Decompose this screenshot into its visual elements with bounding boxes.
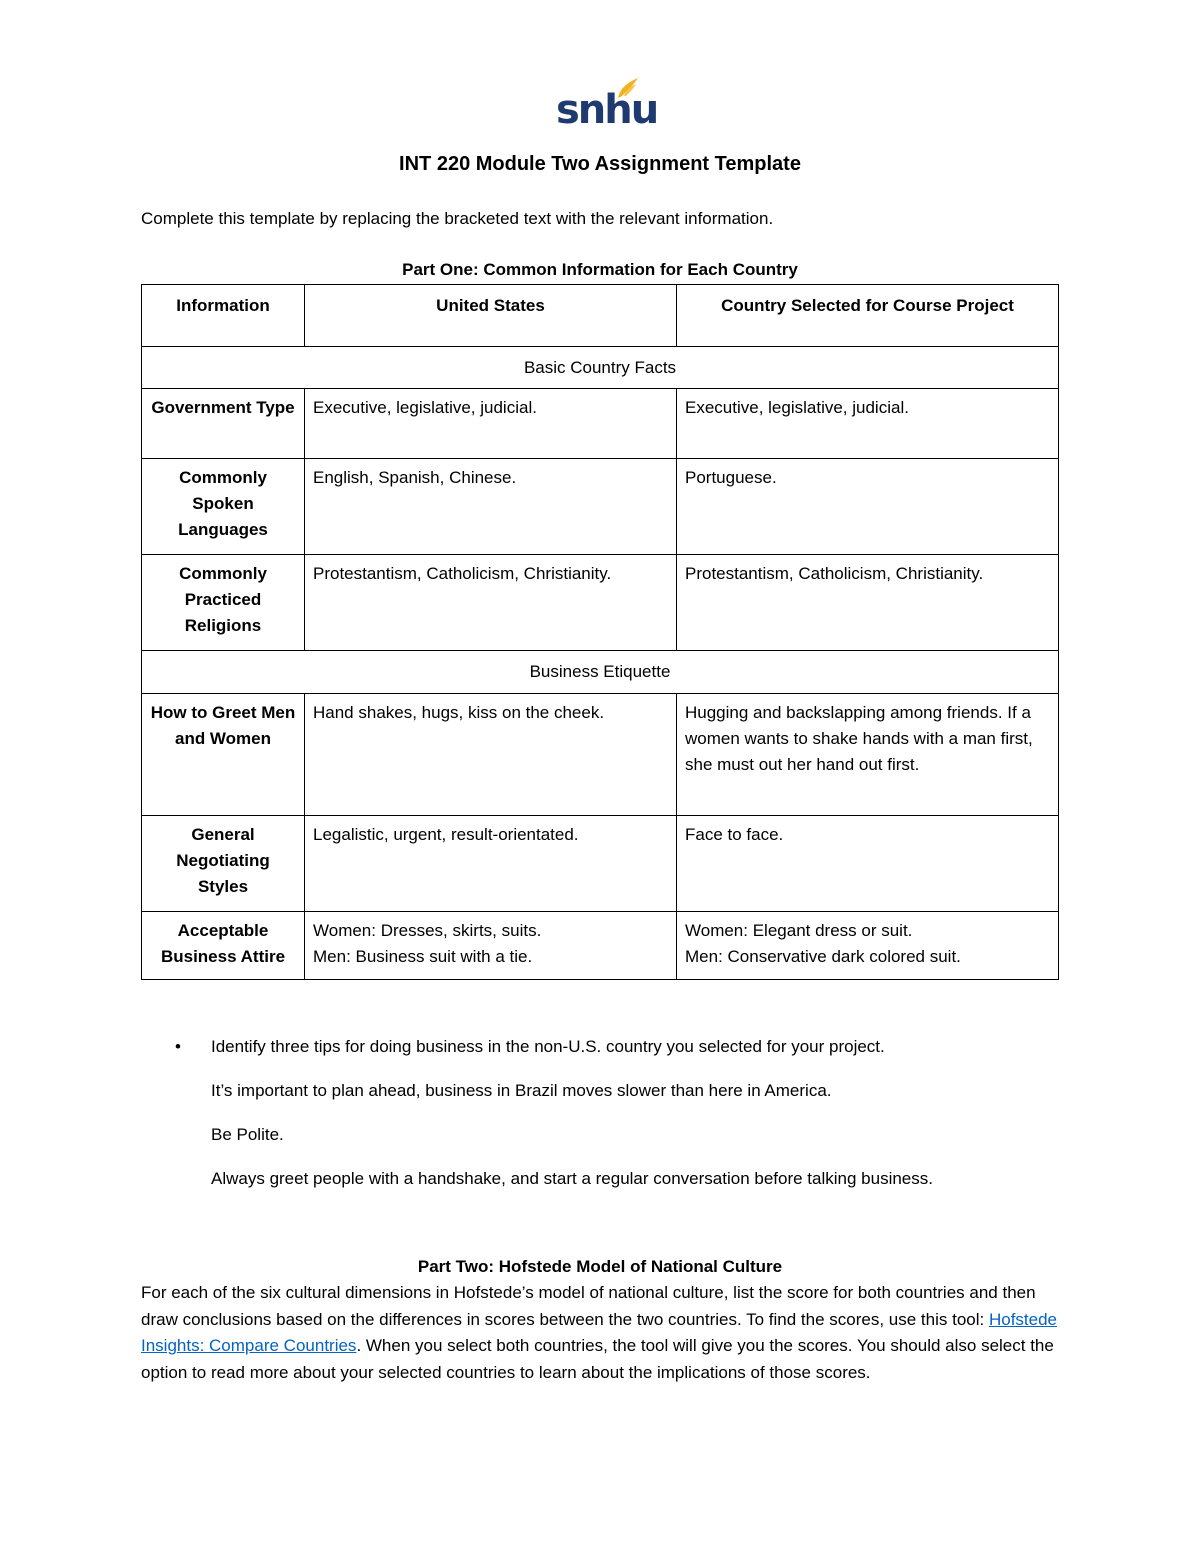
table-row [142,459,1059,555]
us-cell: Protestantism, Catholicism, Christianity. [305,555,677,651]
section-row [142,347,1059,389]
part-one-heading: Part One: Common Information for Each Country [402,260,798,279]
bullet-icon: • [175,1037,181,1056]
row-label: Commonly Spoken Languages [142,459,305,555]
row-label: How to Greet Men and Women [142,694,305,816]
column-header: United States [305,285,677,347]
instruction-text: Complete this template by replacing the bracketed text with the relevant information. [141,209,774,228]
section-title: Basic Country Facts [142,347,1059,389]
table-row [142,816,1059,912]
row-label: Commonly Practiced Religions [142,555,305,651]
snhu-logo [556,74,658,133]
selected-country-cell: Executive, legislative, judicial. [677,389,1059,459]
tip-item: Be Polite. [211,1125,284,1144]
part-two-instructions [141,1280,1061,1386]
row-label: Acceptable Business Attire [142,912,305,980]
table-row [142,389,1059,459]
instructions-text: For each of the six cultural dimensions in Hofstede’s model of national culture, list the score for both countries and then draw conclusions based on the differences in scores between the two countries. To find the scores, use this tool: [141,1283,1036,1329]
tip-item: It’s important to plan ahead, business in Brazil moves slower than here in America. [211,1081,832,1100]
tips-list [141,1034,1081,1192]
selected-country-cell: Hugging and backslapping among friends. If a women wants to shake hands with a man first, she must out her hand out first. [677,694,1059,816]
selected-country-cell: Protestantism, Catholicism, Christianity. [677,555,1059,651]
section-title: Business Etiquette [142,651,1059,694]
selected-country-cell: Portuguese. [677,459,1059,555]
selected-country-cell [677,912,1059,980]
selected-country-cell: Face to face. [677,816,1059,912]
row-label: General Negotiating Styles [142,816,305,912]
us-cell: Hand shakes, hugs, kiss on the cheek. [305,694,677,816]
hofstede-link[interactable]: Hofstede Insights: Compare Countries [141,1309,1058,1355]
instructions-text: . When you select both countries, the tool will give you the scores. You should also select the option to read more about your selected countries to learn about the implications of those scores. [141,1336,1054,1382]
document-title: INT 220 Module Two Assignment Template [399,153,801,175]
part-two-heading: Part Two: Hofstede Model of National Culture [417,1257,783,1276]
logo-text: snhu [556,87,658,133]
us-cell: Legalistic, urgent, result-orientated. [305,816,677,912]
table-row [142,912,1059,980]
us-cell: English, Spanish, Chinese. [305,459,677,555]
attire-line: Men: Business suit with a tie. [313,947,533,966]
country-info-table [141,284,1059,980]
tips-prompt [141,1034,1081,1060]
attire-line: Men: Conservative dark colored suit. [685,947,961,966]
table-row [142,694,1059,816]
attire-line: Women: Elegant dress or suit. [685,921,913,940]
table-row [142,555,1059,651]
tips-prompt-text: Identify three tips for doing business in the non-U.S. country you selected for your project. [211,1037,885,1056]
column-header: Country Selected for Course Project [677,285,1059,347]
table-header-row [142,285,1059,347]
attire-line: Women: Dresses, skirts, suits. [313,921,542,940]
row-label: Government Type [142,389,305,459]
tip-item: Always greet people with a handshake, and start a regular conversation before talking business. [211,1169,933,1188]
us-cell [305,912,677,980]
section-row [142,651,1059,694]
us-cell: Executive, legislative, judicial. [305,389,677,459]
column-header: Information [142,285,305,347]
